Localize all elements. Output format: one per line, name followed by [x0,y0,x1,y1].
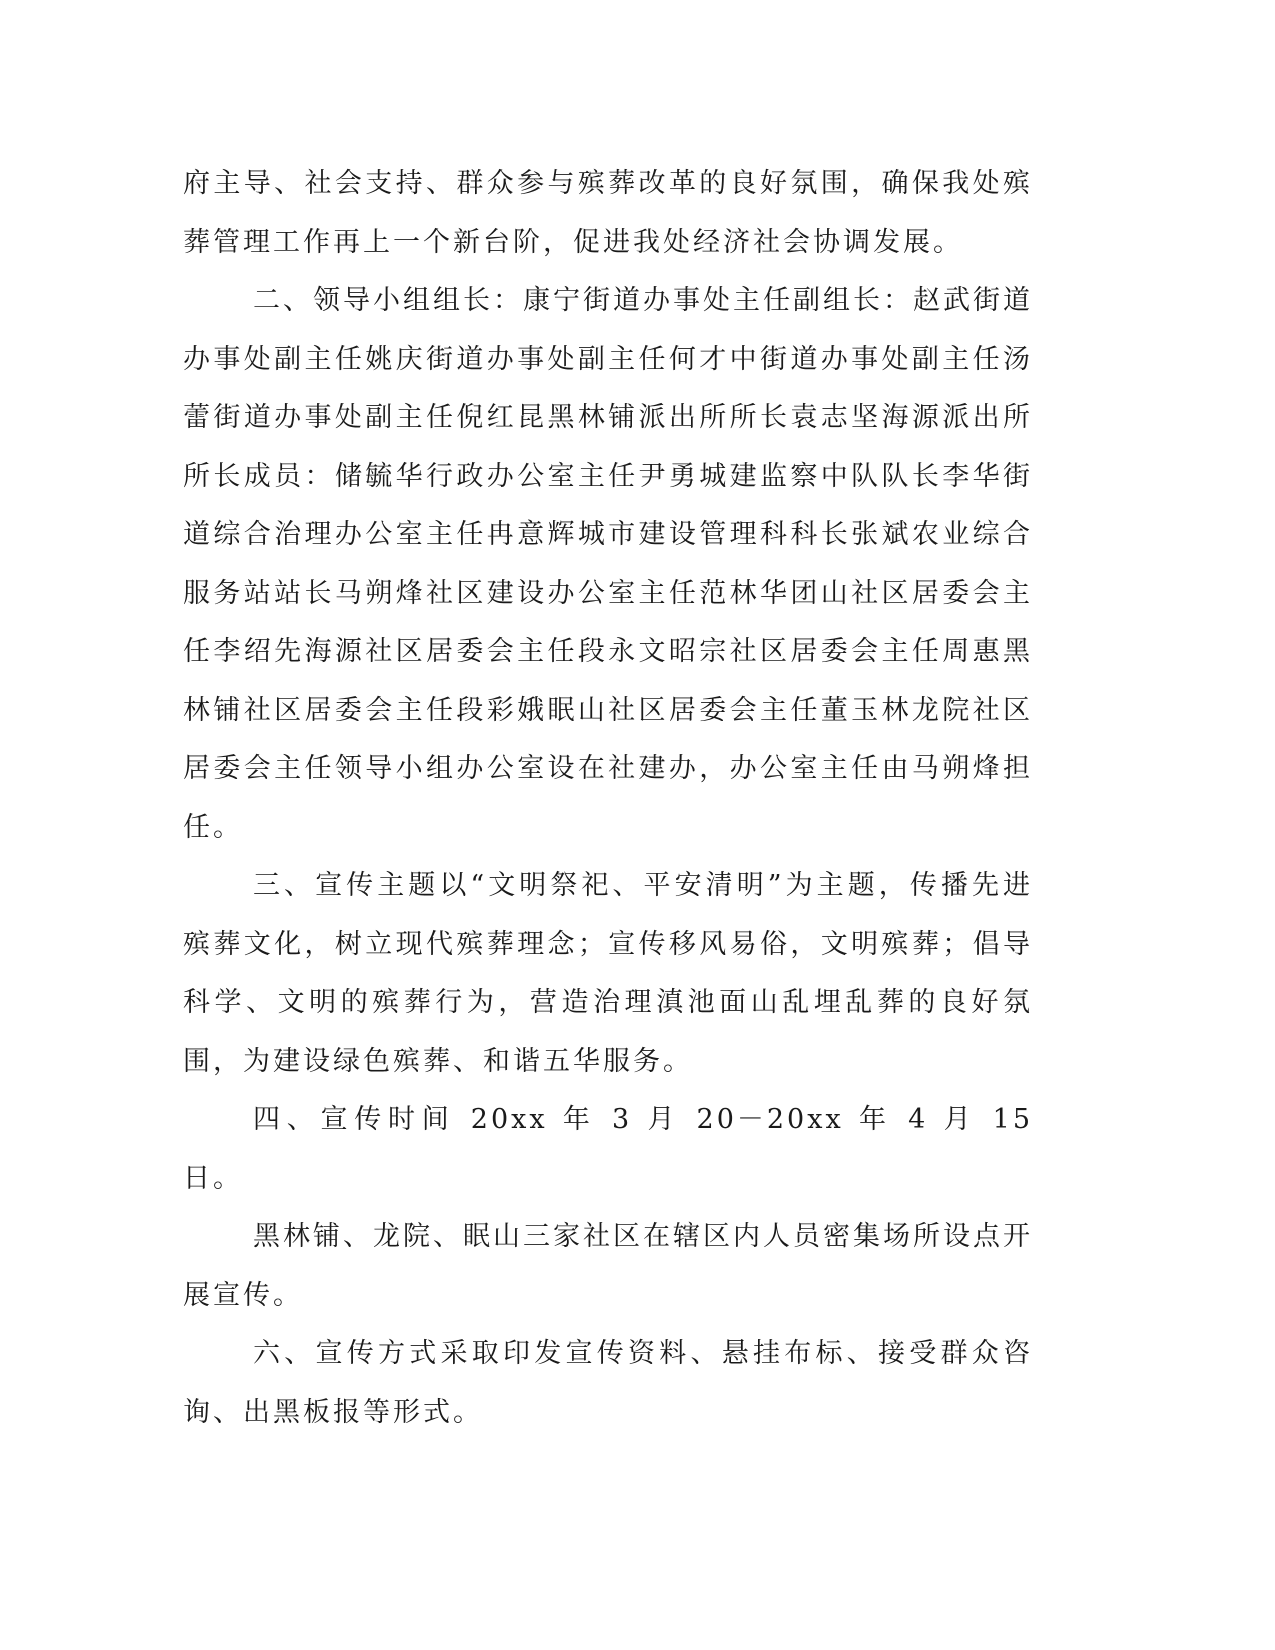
paragraph-publicity-time: 四、宣传时间 20xx 年 3 月 20－20xx 年 4 月 15 日。 [183,1104,1033,1194]
paragraph-publicity-theme: 三、宣传主题以“文明祭祀、平安清明”为主题，传播先进殡葬文化，树立现代殡葬理念；宣传移风易俗，文明殡葬；倡导科学、文明的殡葬行为，营造治理滇池面山乱埋乱葬的良好氛围，为建设绿色殡葬、和谐五华服务。 [183,870,1033,1077]
paragraph-publicity-location: 黑林铺、龙院、眠山三家社区在辖区内人员密集场所设点开展宣传。 [183,1221,1033,1311]
paragraph-leadership-group: 二、领导小组组长：康宁街道办事处主任副组长：赵武街道办事处副主任姚庆街道办事处副主任何才中街道办事处副主任汤蕾街道办事处副主任倪红昆黑林铺派出所所长袁志坚海源派出所所长成员：储毓华行政办公室主任尹勇城建监察中队队长李华街道综合治理办公室主任冉意辉城市建设管理科科长张斌农业综合服务站站长马朔烽社区建设办公室主任范林华团山社区居委会主任李绍先海源社区居委会主任段永文昭宗社区居委会主任周惠黑林铺社区居委会主任段彩娥眠山社区居委会主任董玉林龙院社区居委会主任领导小组办公室设在社建办，办公室主任由马朔烽担任。 [183,285,1033,843]
document-body [183,155,1033,1442]
paragraph-continuation: 府主导、社会支持、群众参与殡葬改革的良好氛围，确保我处殡葬管理工作再上一个新台阶，促进我处经济社会协调发展。 [183,168,1033,258]
paragraph-publicity-method: 六、宣传方式采取印发宣传资料、悬挂布标、接受群众咨询、出黑板报等形式。 [183,1338,1033,1428]
